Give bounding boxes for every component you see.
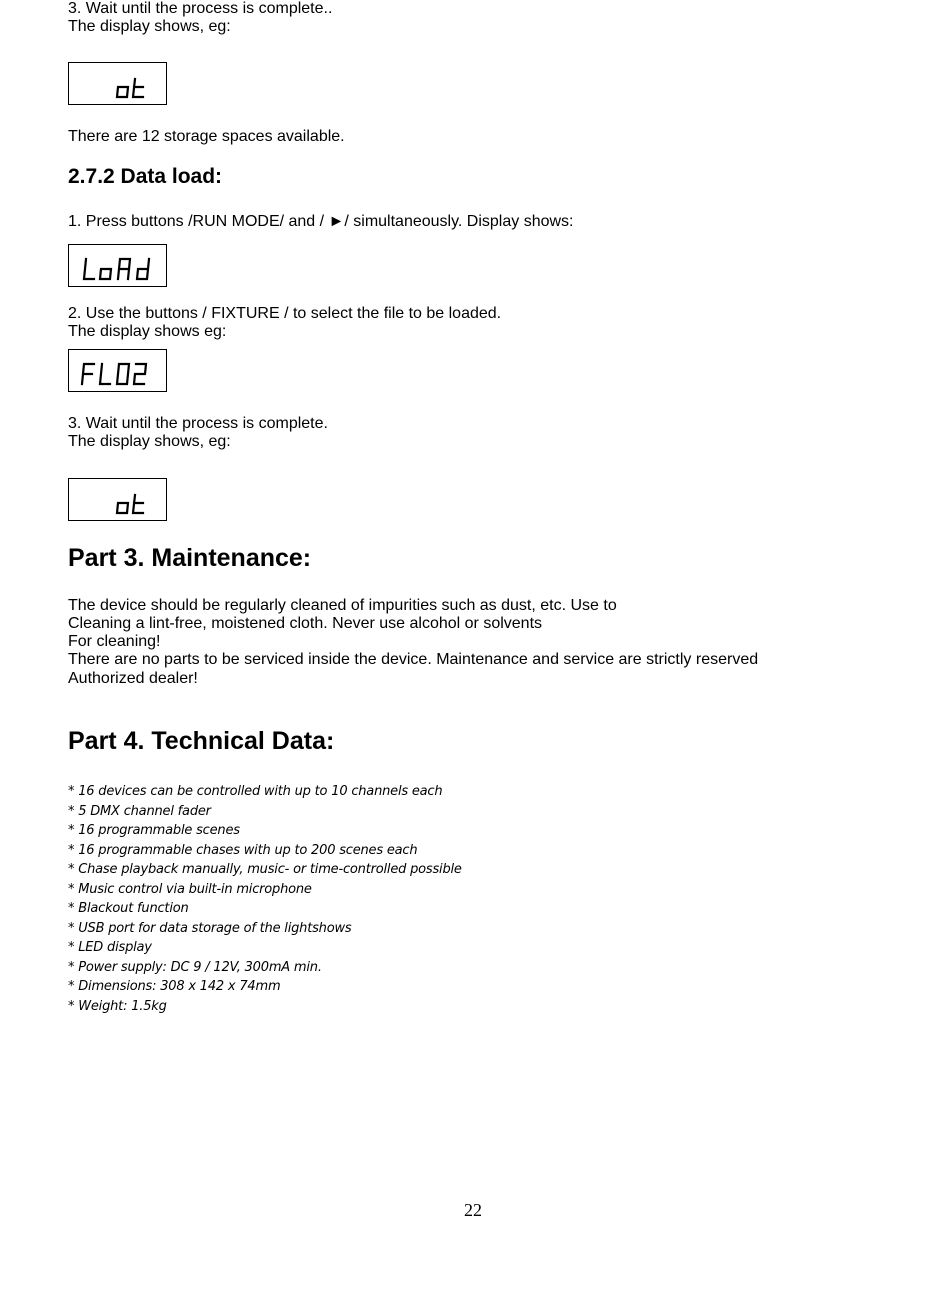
spec-item: * USB port for data storage of the lightshows [68, 920, 352, 936]
maintenance-line: Cleaning a lint-free, moistened cloth. Never use alcohol or solvents [68, 615, 543, 632]
spec-item: * Music control via built-in microphone [68, 881, 312, 897]
spec-item: * LED display [68, 940, 152, 955]
technical-data-heading: Part 4. Technical Data: [68, 727, 335, 755]
spec-item: * 5 DMX channel fader [68, 803, 211, 819]
lcd-display-ok-load [68, 478, 167, 521]
spec-item: * Blackout function [68, 901, 189, 916]
load-step2-text: 2. Use the buttons / FIXTURE / to select the file to be loaded. [68, 305, 502, 322]
spec-item: * Weight: 1.5kg [68, 998, 167, 1014]
load-step3-text: 3. Wait until the process is complete. [68, 415, 328, 432]
lcd-display-ok-save [68, 62, 167, 105]
maintenance-line: There are no parts to be serviced inside the device. Maintenance and service are strictly reserved [68, 651, 759, 668]
storage-note: There are 12 storage spaces available. [68, 128, 345, 145]
maintenance-line: Authorized dealer! [68, 670, 198, 687]
spec-item: * 16 programmable scenes [68, 823, 240, 838]
maintenance-line: The device should be regularly cleaned of impurities such as dust, etc. Use to [68, 597, 617, 614]
data-load-heading: 2.7.2 Data load: [68, 165, 223, 188]
spec-item: * Power supply: DC 9 / 12V, 300mA min. [68, 959, 322, 975]
page-number: 22 [464, 1200, 482, 1220]
load-step1-text: 1. Press buttons /RUN MODE/ and / ►/ simultaneously. Display shows: [68, 213, 574, 230]
maintenance-heading: Part 3. Maintenance: [68, 544, 312, 572]
spec-item: * 16 devices can be controlled with up to 10 channels each [68, 784, 443, 799]
spec-item: * Chase playback manually, music- or time-controlled possible [68, 862, 462, 877]
lcd-display-load [68, 244, 167, 287]
save-step3-display-note: The display shows, eg: [68, 18, 231, 35]
load-step2-display-note: The display shows eg: [68, 323, 227, 340]
maintenance-line: For cleaning! [68, 633, 161, 650]
load-step3-display-note: The display shows, eg: [68, 433, 231, 450]
spec-item: * 16 programmable chases with up to 200 scenes each [68, 842, 418, 858]
spec-item: * Dimensions: 308 x 142 x 74mm [68, 979, 281, 994]
save-step3-text: 3. Wait until the process is complete.. [68, 0, 333, 17]
lcd-display-file [68, 349, 167, 392]
spec-list [68, 782, 462, 1016]
